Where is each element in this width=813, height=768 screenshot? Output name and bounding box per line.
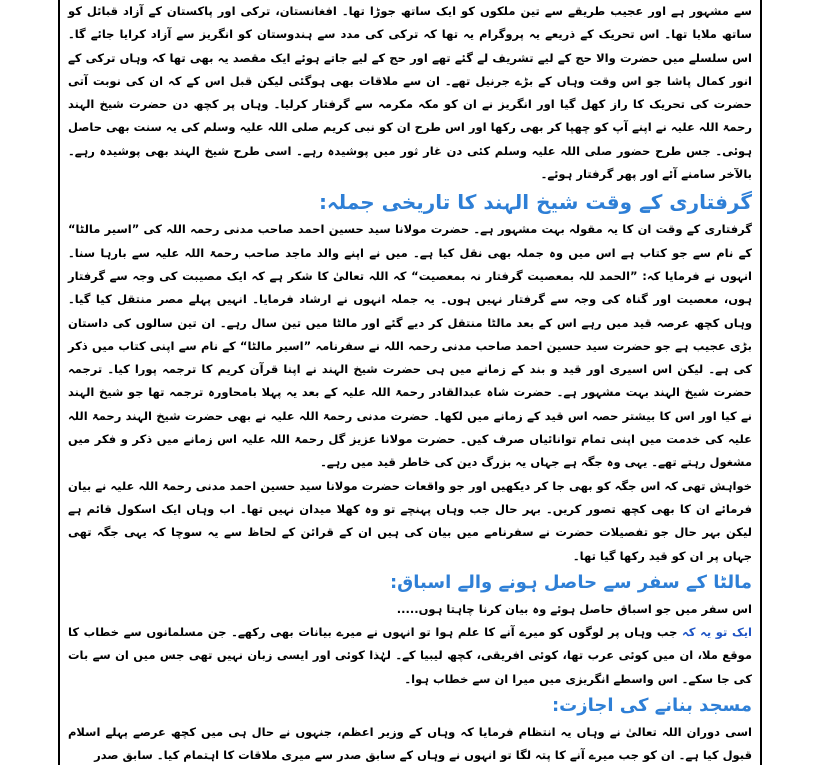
first-lesson-text: جب وہاں پر لوگوں کو میرے آنے کا علم ہوا تو انہوں نے میرے بیانات بھی رکھے۔ جن مسلمانوں سے خطاب کا موقع ملا، ان میں کوئی عرب تھا، کوئی افریقی، کچھ لیبیا کے۔ لہٰذا کوئی اور ایسی زبان نہیں تھی جس میں ان سے بات کی جا سکے۔ اس واسطے انگریزی میں میرا ان سے خطاب ہوا۔	[68, 625, 752, 686]
paragraph-first-lesson	[68, 621, 752, 691]
heading-mosque-permission: مسجد بنانے کی اجازت:	[551, 695, 752, 717]
heading-lessons: مالٹا کے سفر سے حاصل ہونے والے اسباق:	[389, 571, 752, 593]
page-frame	[58, 0, 762, 765]
lead-phrase: ایک تو یہ کہ	[682, 625, 752, 640]
paragraph-mosque: اسی دوران اللہ تعالیٰ نے وہاں یہ انتظام فرمایا کہ وہاں کے وزیر اعظم، جنہوں نے حال ہی میں کچھ عرصے پہلے اسلام قبول کیا ہے۔ ان کو جب میرے آنے کا پتہ لگا تو انہوں نے وہاں کے سابق صدر سے میری ملاقات کا اہتمام کیا۔ سابق صدر	[68, 725, 752, 763]
paragraph-lessons-intro: اس سفر میں جو اسباق حاصل ہوئے وہ بیان کرنا چاہتا ہوں.....	[396, 601, 752, 616]
paragraph-arrest: گرفتاری کے وقت ان کا یہ مقولہ بہت مشہور ہے۔ حضرت مولانا سید حسین احمد صاحب مدنی رحمہ اللہ کی ”اسیر مالٹا“ کے نام سے جو کتاب ہے اس میں وہ جملہ بھی نقل کیا ہے۔ میں نے اپنے والد ماجد صاحب رحمۃ اللہ علیہ سے بارہا سنا۔ انہوں نے فرمایا کہ: ”الحمد للہ بمعصیت گرفتار نہ بمعصیت“ کہ اللہ تعالیٰ کا شکر ہے کہ ایک مصیبت کی وجہ سے گرفتار ہوں، معصیت اور گناہ کی وجہ سے گرفتار نہیں ہوں۔ یہ جملہ انہوں نے ارشاد فرمایا۔ انہیں پہلے مصر منتقل کیا گیا۔ وہاں کچھ عرصہ قید میں رہے اس کے بعد مالٹا منتقل کر دیے گئے اور مالٹا میں تین سال رہے۔ ان تین سالوں کی داستان بڑی عجیب ہے جو حضرت سید حسین احمد صاحب مدنی رحمہ اللہ نے سفرنامہ ”اسیر مالٹا“ کے نام سے اپنی کتاب میں ذکر کی ہے۔ لیکن اس اسیری اور قید و بند کے زمانے میں ہی حضرت شیخ الہند نے اپنا قرآن کریم کا ترجمہ پورا کیا۔ ترجمہ حضرت شیخ الہند بہت مشہور ہے۔ حضرت شاہ عبدالقادر رحمۃ اللہ علیہ کے بعد یہ پہلا بامحاورہ ترجمہ تھا جو شیخ الہند نے کیا اور اس کا بیشتر حصہ اس قید کے زمانے میں لکھا۔ حضرت مدنی رحمۃ اللہ علیہ نے بھی حضرت شیخ الہند رحمۃ اللہ علیہ کی خدمت میں اپنی تمام توانائیاں صرف کیں۔ حضرت مولانا عزیز گل رحمۃ اللہ علیہ اس زمانے میں ذکر و فکر میں مشغول رہتے تھے۔ یہی وہ جگہ ہے جہاں یہ بزرگ دین کی خاطر قید میں رہے۔	[68, 222, 752, 470]
paragraph-visit: خواہش تھی کہ اس جگہ کو بھی جا کر دیکھیں اور جو واقعات حضرت مولانا سید حسین احمد مدنی رحمۃ اللہ علیہ نے بیان فرمائے ان کا بھی کچھ تصور کریں۔ بہر حال جب وہاں پہنچے تو وہ کھلا میدان نہیں تھا۔ اب وہاں ایک اسکول قائم ہے لیکن بہر حال جو تفصیلات حضرت نے سفرنامے میں بیان کی ہیں ان کے قرائن کے لحاظ سے یہ سوچا کہ یہی جگہ تھی جہاں پر ان کو قید رکھا گیا تھا۔	[68, 478, 752, 563]
heading-arrest-statement: گرفتاری کے وقت شیخ الہند کا تاریخی جملہ:	[318, 190, 752, 215]
paragraph-intro: سے مشہور ہے اور عجیب طریقے سے تین ملکوں کو ایک ساتھ جوڑا تھا۔ افغانستان، ترکی اور پاکستان کے آزاد قبائل کو ساتھ ملایا تھا۔ اس تحریک کے ذریعے یہ پروگرام یہ تھا کہ ترکی کی مدد سے ہندوستان کو انگریز سے آزاد کرایا جائے گا۔ اس سلسلے میں حضرت والا حج کے لیے تشریف لے گئے تھے اور حج کے لیے جاتے ہوئے ایک مقصد یہ بھی تھا کہ وہاں ترکی کے انور کمال پاشا جو اس وقت وہاں کے بڑے جرنیل تھے۔ ان سے ملاقات بھی ہوگئی لیکن قبل اس کے کہ ان کی نوبت آتی حضرت کی تحریک کا راز کھل گیا اور انگریز نے ان کو مکہ مکرمہ سے گرفتار کرلیا۔ وہاں پر کچھ دن حضرت شیخ الہند رحمۃ اللہ علیہ نے اپنے آپ کو چھپا کر بھی رکھا اور اس طرح ان کو نبی کریم صلی اللہ علیہ وسلم کی یہ سنت بھی حاصل ہوئی۔ جس طرح حضور صلی اللہ علیہ وسلم کئی دن غار ثور میں پوشیدہ رہے۔ اسی طرح شیخ الہند بھی پوشیدہ رہے۔ بالآخر سامنے آئے اور پھر گرفتار ہوئے۔	[68, 4, 752, 182]
